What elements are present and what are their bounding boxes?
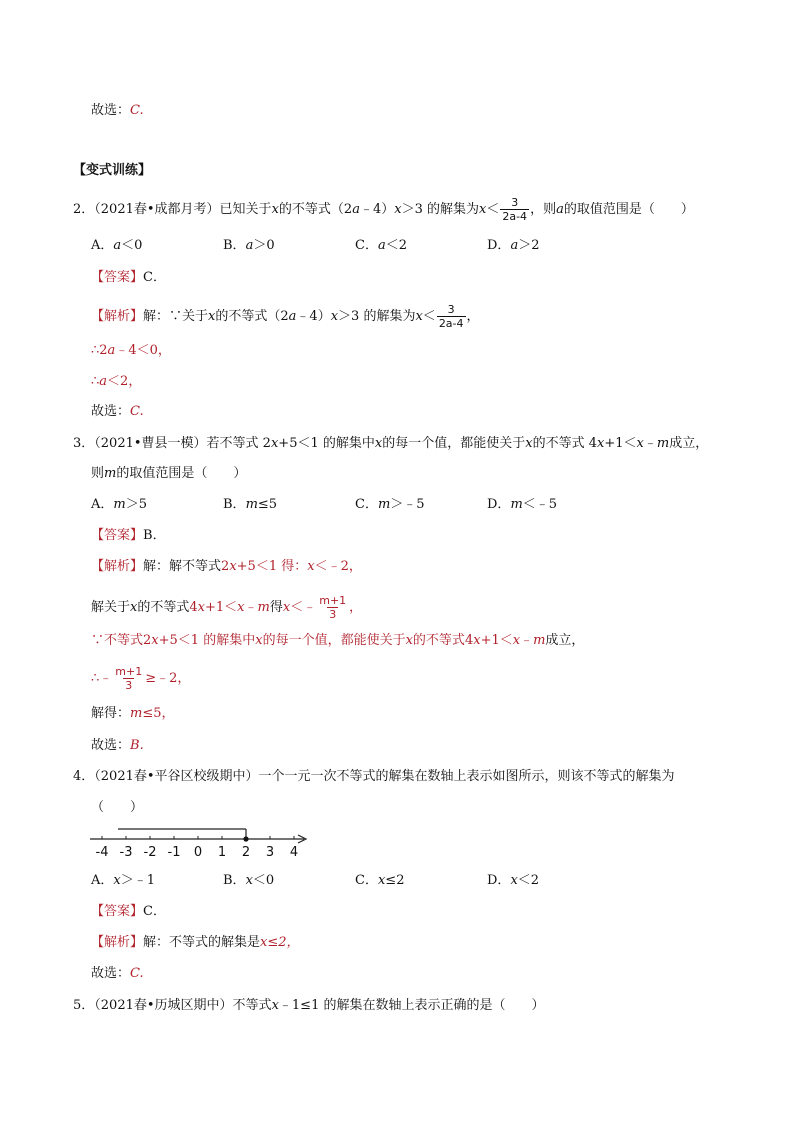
question-5-stem: 5．（2021春•历城区期中）不等式x﹣1≤1 的解集在数轴上表示正确的是（ ） <box>73 998 545 1013</box>
option-b[interactable]: B．m≤5 <box>223 497 278 512</box>
question-2-step-2: ∴a＜2， <box>91 374 142 389</box>
axis-tick-label: 4 <box>289 845 299 860</box>
axis-tick-label: -1 <box>167 845 181 860</box>
axis-tick-label: -2 <box>143 845 157 860</box>
question-3-stem: 3．（2021•曹县一模）若不等式 2x+5＜1 的解集中x的每一个值，都能使关于x的不等式 4x+1＜x﹣m成立， <box>73 436 709 451</box>
question-4-selection: 故选：C. <box>91 966 144 981</box>
question-3-step-4: 解得：m≤5， <box>91 706 175 721</box>
option-a[interactable]: A．a＜0 <box>91 238 143 253</box>
fraction-m-plus-1-over-3: $\frac{m+1}{3}$ <box>115 665 143 692</box>
question-4-options <box>91 872 619 890</box>
fraction-m-plus-1-over-3: $\frac{m+1}{3}$ <box>319 594 347 621</box>
option-d[interactable]: D．a＞2 <box>487 238 540 253</box>
section-title: 【变式训练】 <box>73 163 152 178</box>
option-d[interactable]: D．x＜2 <box>487 873 540 888</box>
axis-tick-label: 0 <box>193 845 203 860</box>
axis-tick-label: 1 <box>217 845 227 860</box>
option-c[interactable]: C．m＞﹣5 <box>355 497 425 512</box>
question-3-selection: 故选：B. <box>91 738 144 753</box>
option-b[interactable]: B．x＜0 <box>223 873 275 888</box>
question-2-step-1: ∴2a﹣4＜0， <box>91 343 171 358</box>
question-2-options <box>91 237 619 255</box>
option-d[interactable]: D．m＜﹣5 <box>487 497 558 512</box>
question-3-step-1: 解关于x的不等式4x+1＜x﹣m得x＜﹣ $\frac{m+1}{3}$ ， <box>91 594 363 621</box>
question-2-analysis: 【解析】解：∵关于x的不等式（2a﹣4）x＞3 的解集为x＜ $\frac{3}{2a-4}$ ， <box>91 303 480 330</box>
axis-tick-label: 2 <box>241 845 251 860</box>
question-2-stem: 2．（2021春•成都月考）已知关于x的不等式（2a﹣4）x＞3 的解集为x＜ $\frac{3}{2a-4}$ ，则a的取值范围是（ ） <box>73 196 694 223</box>
question-4-answer: 【答案】C． <box>91 904 166 919</box>
question-3-options <box>91 496 619 514</box>
question-2-answer: 【答案】C． <box>91 270 166 285</box>
prev-answer-line: 故选：C. <box>91 103 144 118</box>
option-c[interactable]: C．a＜2 <box>355 238 407 253</box>
fraction-3-over-2a-4: $\frac{3}{2a-4}$ <box>502 196 528 223</box>
axis-tick-label: -3 <box>119 845 133 860</box>
option-b[interactable]: B．a＞0 <box>223 238 275 253</box>
question-3-analysis: 【解析】解：解不等式2x+5＜1 得：x＜﹣2， <box>91 559 362 574</box>
option-c[interactable]: C．x≤2 <box>355 873 405 888</box>
fraction-3-over-2a-4: $\frac{3}{2a-4}$ <box>438 303 464 330</box>
question-3-step-2: ∵不等式2x+5＜1 的解集中x的每一个值，都能使关于x的不等式4x+1＜x﹣m成立， <box>91 633 585 648</box>
number-line-figure <box>86 822 316 862</box>
option-a[interactable]: A．m＞5 <box>91 497 147 512</box>
question-2-selection: 故选：C. <box>91 404 144 419</box>
axis-tick-label: 3 <box>265 845 275 860</box>
question-4-analysis: 【解析】解：不等式的解集是x≤2， <box>91 935 300 950</box>
option-a[interactable]: A．x＞﹣1 <box>91 873 156 888</box>
question-4-stem: 4．（2021春•平谷区校级期中）一个一元一次不等式的解集在数轴上表示如图所示，则该不等式的解集为 <box>73 769 675 784</box>
question-4-paren: （ ） <box>91 800 144 815</box>
closed-endpoint-dot <box>243 836 248 841</box>
question-3-step-3: ∴﹣ $\frac{m+1}{3}$ ≥﹣2， <box>91 665 191 692</box>
question-3-answer: 【答案】B． <box>91 528 166 543</box>
question-3-stem-line2: 则m的取值范围是（ ） <box>91 466 247 481</box>
axis-tick-label: -4 <box>95 845 109 860</box>
